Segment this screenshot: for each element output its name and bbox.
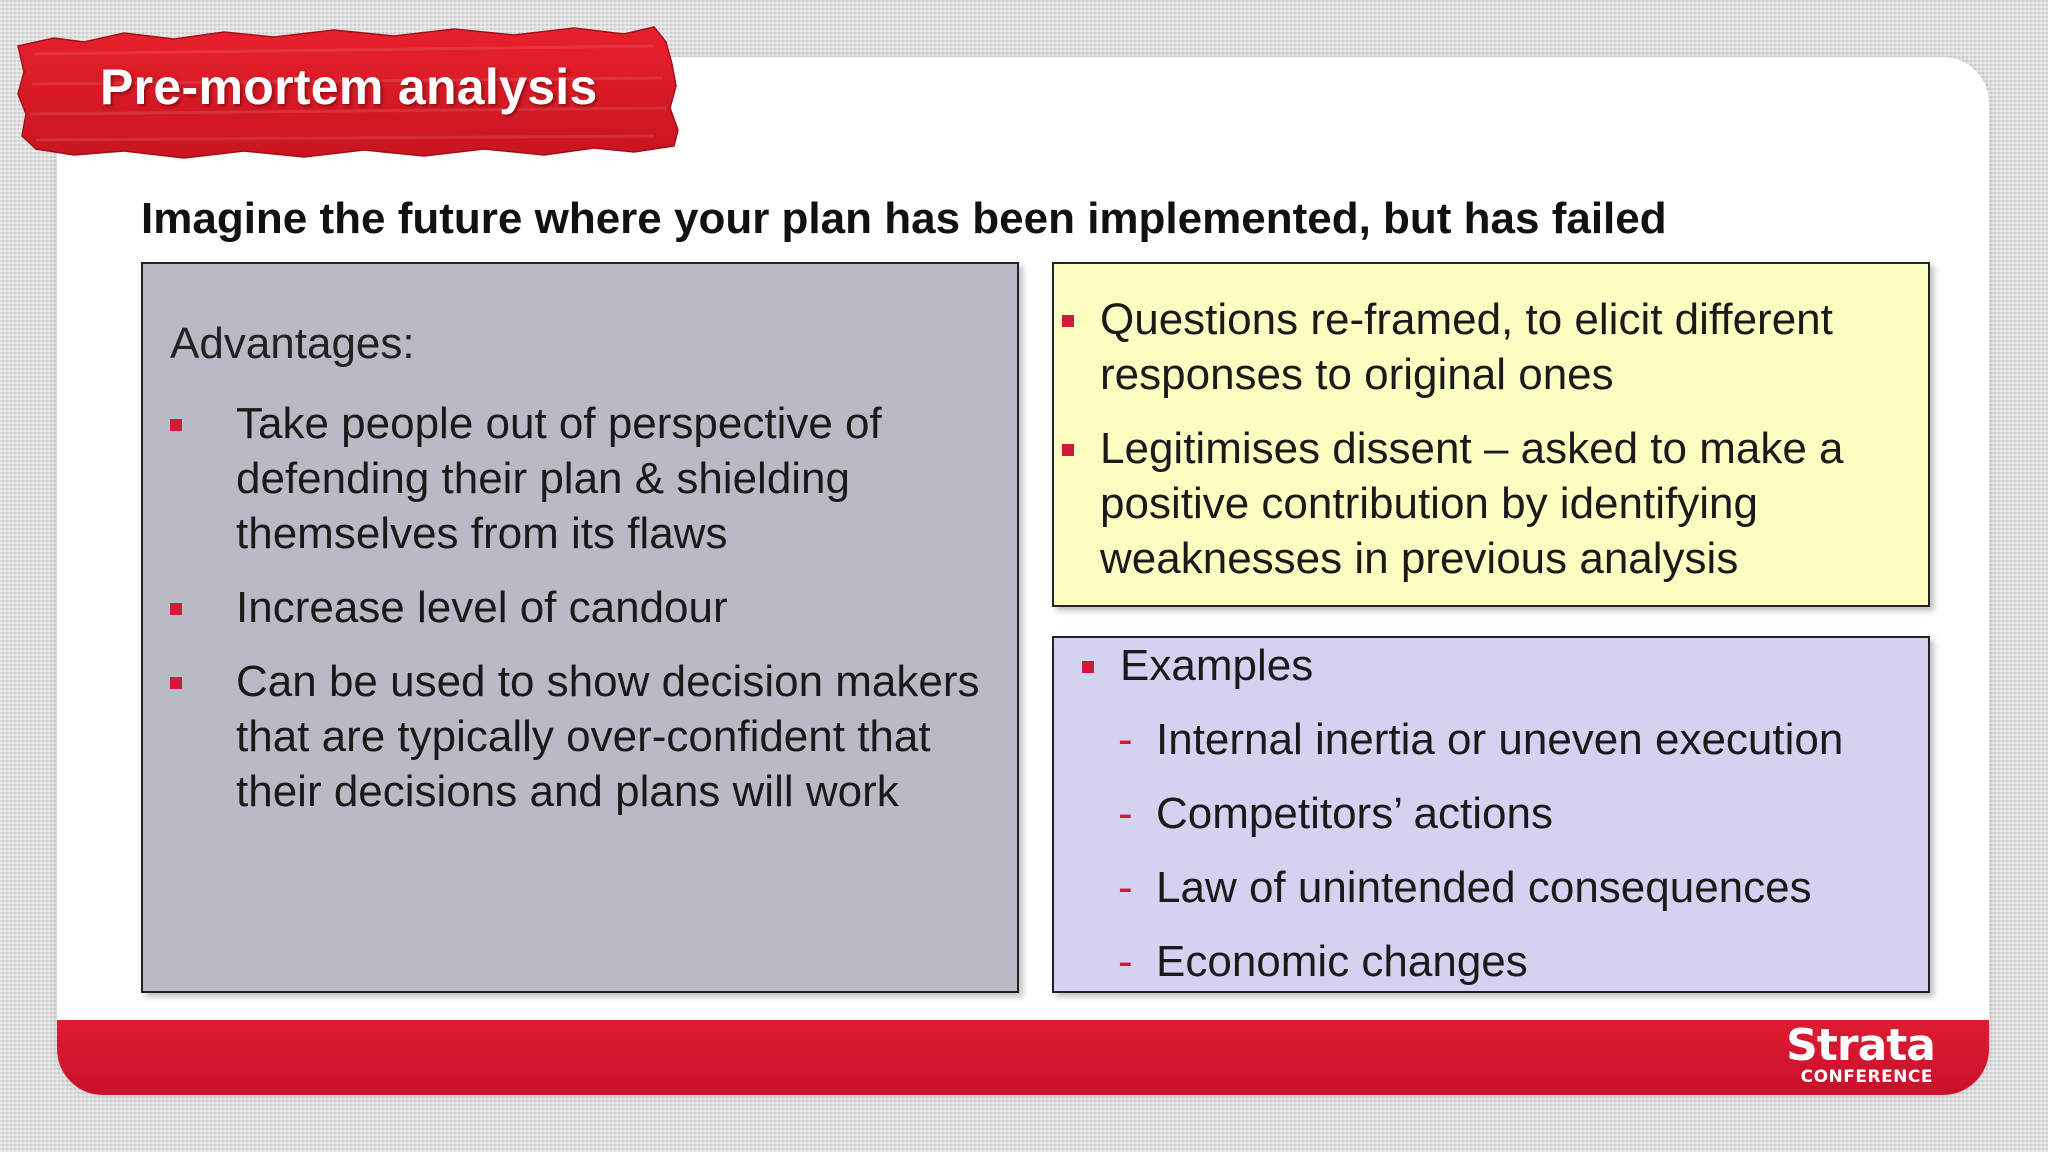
dash-icon: - bbox=[1118, 789, 1133, 838]
list-item bbox=[170, 654, 1000, 819]
list-item bbox=[170, 580, 1000, 635]
list-item-text: Questions re-framed, to elicit different responses to original ones bbox=[1100, 295, 1833, 399]
logo-subtext: CONFERENCE bbox=[1800, 1067, 1933, 1087]
list-item bbox=[1118, 712, 1918, 767]
title-banner bbox=[14, 24, 682, 160]
list-item-text: Increase level of candour bbox=[236, 583, 728, 632]
list-item-text: Can be used to show decision makers that are typically over-confident that their decisions and plans will work bbox=[236, 657, 980, 816]
list-item bbox=[1082, 638, 1902, 693]
examples-box bbox=[1052, 636, 1930, 993]
examples-heading: Examples bbox=[1120, 641, 1314, 690]
list-item-text: Competitors’ actions bbox=[1156, 789, 1553, 838]
footer-bar bbox=[57, 1020, 1989, 1095]
list-item bbox=[1118, 934, 1918, 989]
bullet-icon bbox=[170, 677, 182, 689]
examples-list bbox=[1118, 712, 1918, 1008]
list-item-text: Law of unintended consequences bbox=[1156, 863, 1812, 912]
bullet-icon bbox=[1062, 444, 1074, 456]
bullet-icon bbox=[1082, 661, 1094, 673]
list-item-text: Internal inertia or uneven execution bbox=[1156, 715, 1844, 764]
advantages-list bbox=[170, 396, 1000, 819]
slide-subtitle: Imagine the future where your plan has been implemented, but has failed bbox=[141, 194, 1667, 243]
reframing-list bbox=[1062, 292, 1912, 586]
reframing-box bbox=[1052, 262, 1930, 607]
dash-icon: - bbox=[1118, 863, 1133, 912]
list-item bbox=[1062, 421, 1912, 586]
dash-icon: - bbox=[1118, 937, 1133, 986]
list-item bbox=[1062, 292, 1912, 402]
dash-icon: - bbox=[1118, 715, 1133, 764]
list-item-text: Economic changes bbox=[1156, 937, 1528, 986]
examples-heading-list bbox=[1082, 638, 1902, 693]
bullet-icon bbox=[170, 419, 182, 431]
logo-word: Strata bbox=[1786, 1020, 1935, 1071]
advantages-heading: Advantages: bbox=[170, 319, 415, 368]
bullet-icon bbox=[170, 603, 182, 615]
bullet-icon bbox=[1062, 315, 1074, 327]
slide-title: Pre-mortem analysis bbox=[100, 59, 598, 115]
list-item-text: Legitimises dissent – asked to make a positive contribution by identifying weaknesses in previous analysis bbox=[1100, 424, 1844, 583]
strata-conference-logo bbox=[1785, 1020, 1935, 1091]
list-item bbox=[1118, 860, 1918, 915]
advantages-box bbox=[141, 262, 1019, 993]
list-item-text: Take people out of perspective of defending their plan & shielding themselves from its flaws bbox=[236, 399, 882, 558]
list-item bbox=[170, 396, 1000, 561]
list-item bbox=[1118, 786, 1918, 841]
